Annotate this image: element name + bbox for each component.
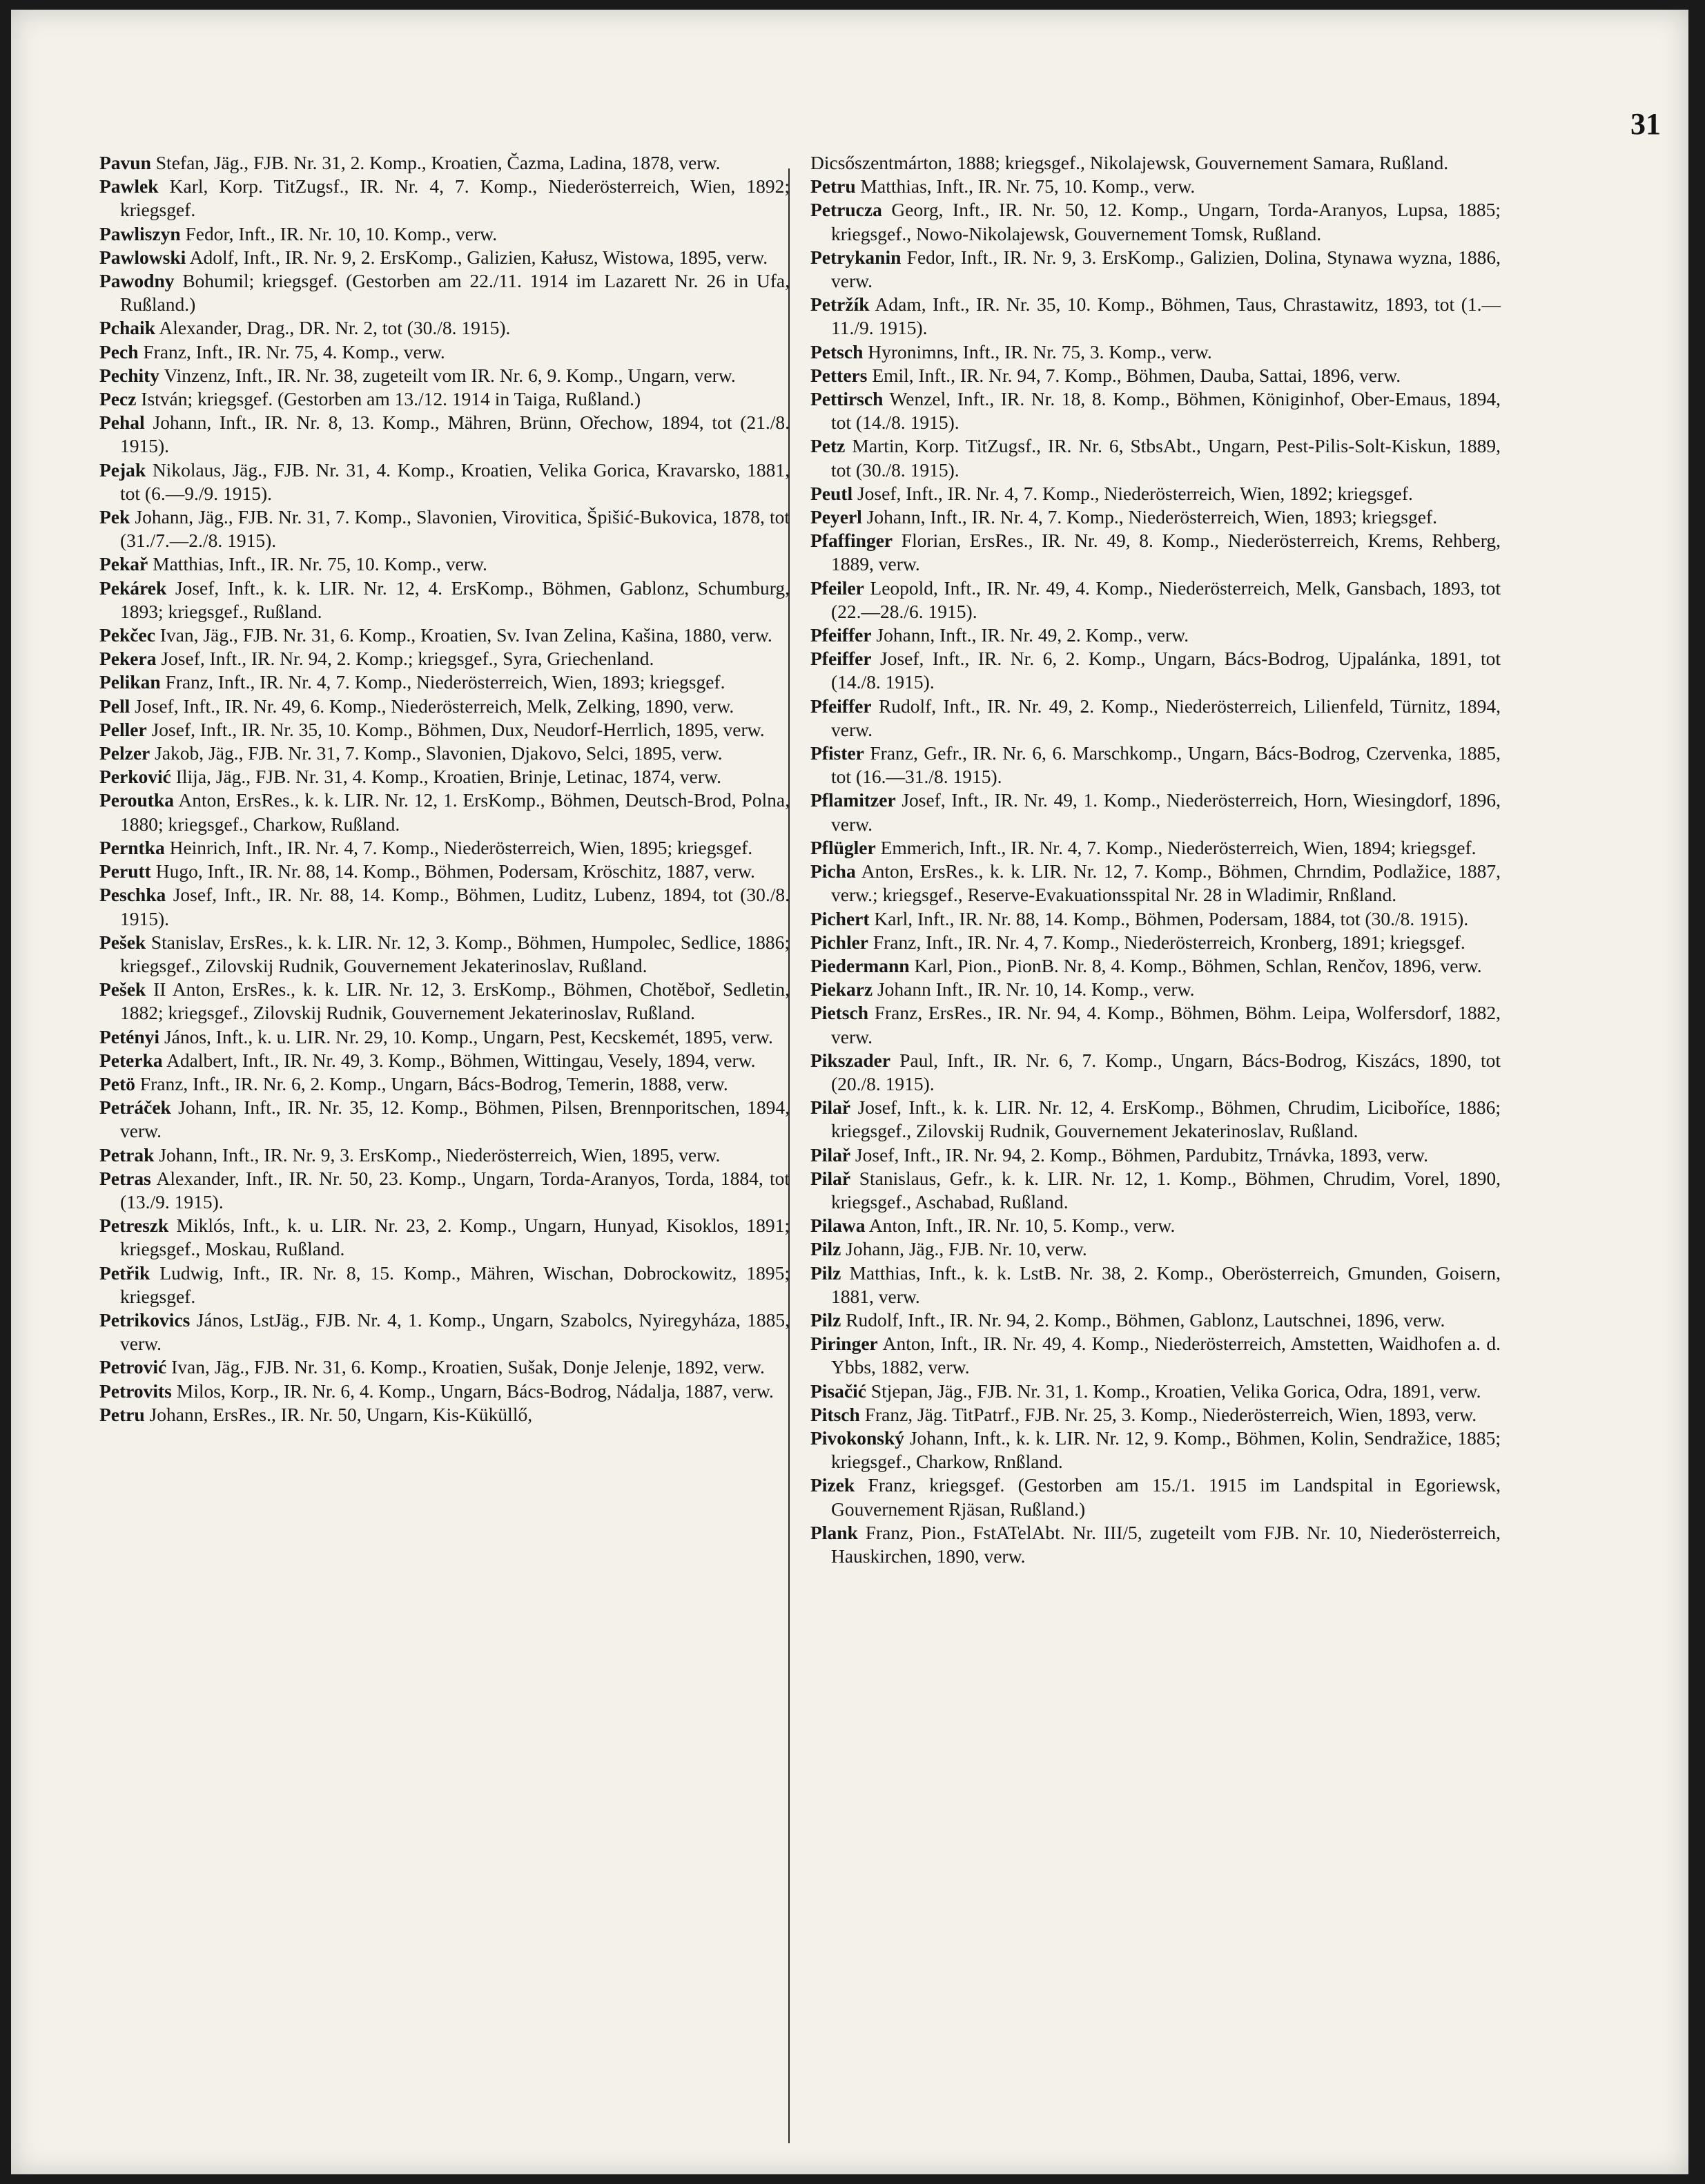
entry-surname: Petrikovics xyxy=(99,1308,191,1331)
casualty-entry xyxy=(810,1262,1501,1308)
entry-surname: Pawodny xyxy=(99,270,175,292)
entry-surname: Pelzer xyxy=(99,742,150,764)
casualty-entry xyxy=(810,1473,1501,1520)
entry-surname: Pfeiffer xyxy=(810,648,872,670)
entry-details: Ludwig, Inft., IR. Nr. 8, 15. Komp., Mähren, Wischan, Dobrockowitz, 1895; kriegsgef. xyxy=(120,1262,790,1307)
casualty-entry xyxy=(99,931,790,978)
entry-details: Josef, Inft., k. k. LIR. Nr. 12, 4. ErsKomp., Böhmen, Chrudim, Liciboříce, 1886; kriegsgef., Zilovskij Rudnik, Gouvernement Jekaterinoslav, Rußland. xyxy=(831,1096,1501,1142)
casualty-entry xyxy=(810,1427,1501,1473)
entry-surname: Pejak xyxy=(99,458,146,481)
casualty-entry xyxy=(810,529,1501,576)
entry-surname: Pichert xyxy=(810,907,870,929)
entry-details: Karl, Pion., PionB. Nr. 8, 4. Komp., Böhmen, Schlan, Renčov, 1896, verw. xyxy=(909,954,1482,976)
casualty-entry xyxy=(99,647,790,670)
entry-details: Franz, Inft., IR. Nr. 4, 7. Komp., Niederösterreich, Kronberg, 1891; kriegsgef. xyxy=(868,931,1465,953)
casualty-entry xyxy=(99,718,790,742)
casualty-entry xyxy=(99,1308,790,1355)
entry-surname: Pech xyxy=(99,340,139,363)
entry-details: Georg, Inft., IR. Nr. 50, 12. Komp., Ungarn, Torda-Aranyos, Lupsa, 1885; kriegsgef., Nowo-Nikolajewsk, Gouvernement Tomsk, Rußland. xyxy=(831,199,1501,244)
entry-details: Fedor, Inft., IR. Nr. 10, 10. Komp., verw. xyxy=(180,222,498,244)
entry-details: Alexander, Inft., IR. Nr. 50, 23. Komp., Ungarn, Torda-Aranyos, Torda, 1884, tot (13./9. 1915). xyxy=(120,1167,790,1212)
entry-surname: Peyerl xyxy=(810,506,862,528)
scanned-page xyxy=(11,10,1688,2174)
entry-details: Leopold, Inft., IR. Nr. 49, 4. Komp., Niederösterreich, Melk, Gansbach, 1893, tot (22.—28./6. 1915). xyxy=(831,577,1501,622)
entry-surname: Pilař xyxy=(810,1096,851,1119)
entry-surname: Pilař xyxy=(810,1167,851,1189)
casualty-entry xyxy=(810,695,1501,742)
entry-surname: Pekař xyxy=(99,553,148,575)
entry-surname: Pawlek xyxy=(99,175,159,197)
entry-surname: Petrak xyxy=(99,1143,155,1166)
entry-details: Franz, Inft., IR. Nr. 75, 4. Komp., verw. xyxy=(138,340,445,363)
entry-details: Stanislav, ErsRes., k. k. LIR. Nr. 12, 3. Komp., Böhmen, Humpolec, Sedlice, 1886; kriegsgef., Zilovskij Rudnik, Gouvernement Jekaterinoslav, Rußland. xyxy=(120,931,790,976)
casualty-entry xyxy=(810,293,1501,340)
entry-details: Josef, Inft., k. k. LIR. Nr. 12, 4. ErsKomp., Böhmen, Gablonz, Schumburg, 1893; kriegsgef., Rußland. xyxy=(120,577,790,622)
entry-surname: Pekera xyxy=(99,648,157,670)
entry-surname: Petsch xyxy=(810,340,864,363)
left-column xyxy=(99,151,790,1427)
entry-details: Josef, Inft., IR. Nr. 4, 7. Komp., Niederösterreich, Wien, 1892; kriegsgef. xyxy=(852,482,1413,504)
entry-surname: Peterka xyxy=(99,1049,163,1071)
entry-surname: Petényi xyxy=(99,1025,160,1047)
casualty-entry xyxy=(99,387,790,411)
entry-surname: Pechity xyxy=(99,364,160,386)
entry-surname: Petru xyxy=(99,1403,145,1425)
entry-details: Franz, ErsRes., IR. Nr. 94, 4. Komp., Böhmen, Böhm. Leipa, Wolfersdorf, 1882, verw. xyxy=(831,1002,1501,1047)
entry-surname: Pfaffinger xyxy=(810,530,893,552)
entry-surname: Petters xyxy=(810,364,868,386)
entry-details: Josef, Inft., IR. Nr. 49, 1. Komp., Niederösterreich, Horn, Wiesingdorf, 1896, verw. xyxy=(831,789,1501,835)
entry-details: Karl, Korp. TitZugsf., IR. Nr. 4, 7. Komp., Niederösterreich, Wien, 1892; kriegsgef. xyxy=(120,175,790,221)
casualty-entry xyxy=(810,1308,1501,1332)
casualty-entry xyxy=(810,482,1501,505)
casualty-entry xyxy=(810,978,1501,1001)
casualty-entry xyxy=(99,765,790,789)
entry-details: János, Inft., k. u. LIR. Nr. 29, 10. Komp., Ungarn, Pest, Kecskemét, 1895, verw. xyxy=(159,1025,773,1047)
casualty-entry xyxy=(99,1143,790,1167)
casualty-entry xyxy=(810,1143,1501,1167)
casualty-entry xyxy=(99,1025,790,1049)
casualty-entry xyxy=(810,1403,1501,1427)
entry-surname: Picha xyxy=(810,860,856,882)
entry-details: Hugo, Inft., IR. Nr. 88, 14. Komp., Böhmen, Podersam, Kröschitz, 1887, verw. xyxy=(150,860,755,882)
entry-details: Josef, Inft., IR. Nr. 35, 10. Komp., Böhmen, Dux, Neudorf-Herrlich, 1895, verw. xyxy=(146,718,765,740)
entry-details: Stefan, Jäg., FJB. Nr. 31, 2. Komp., Kroatien, Čazma, Ladina, 1878, verw. xyxy=(150,152,721,173)
entry-details: Ilija, Jäg., FJB. Nr. 31, 4. Komp., Kroatien, Brinje, Letinac, 1874, verw. xyxy=(170,766,721,788)
entry-details: Johann, Inft., IR. Nr. 35, 12. Komp., Böhmen, Pilsen, Brennporitschen, 1894, verw. xyxy=(120,1096,790,1142)
casualty-entry xyxy=(99,1262,790,1308)
entry-surname: Pek xyxy=(99,506,130,528)
entry-surname: Petru xyxy=(810,175,856,197)
entry-surname: Petržík xyxy=(810,293,870,316)
casualty-entry xyxy=(99,458,790,505)
entry-details: Florian, ErsRes., IR. Nr. 49, 8. Komp., Niederösterreich, Krems, Rehberg, 1889, verw. xyxy=(831,530,1501,575)
entry-details: Martin, Korp. TitZugsf., IR. Nr. 6, StbsAbt., Ungarn, Pest-Pilis-Solt-Kiskun, 1889, tot (30./8. 1915). xyxy=(831,435,1501,481)
casualty-entry xyxy=(99,836,790,860)
entry-surname: Perković xyxy=(99,766,171,788)
entry-surname: Pfister xyxy=(810,742,864,764)
entry-details: Franz, kriegsgef. (Gestorben am 15./1. 1915 im Landspital in Egoriewsk, Gouvernement Rjäsan, Rußland.) xyxy=(831,1474,1501,1520)
entry-details: Emmerich, Inft., IR. Nr. 4, 7. Komp., Niederösterreich, Wien, 1894; kriegsgef. xyxy=(875,836,1477,858)
entry-surname: Pawliszyn xyxy=(99,222,181,244)
entry-surname: Pfeiffer xyxy=(810,624,872,646)
entry-details: Franz, Inft., IR. Nr. 6, 2. Komp., Ungarn, Bács-Bodrog, Temerin, 1888, verw. xyxy=(135,1072,728,1094)
casualty-entry xyxy=(99,1167,790,1214)
entry-details: Jakob, Jäg., FJB. Nr. 31, 7. Komp., Slavonien, Djakovo, Selci, 1895, verw. xyxy=(150,742,723,764)
entry-details: Matthias, Inft., IR. Nr. 75, 10. Komp., verw. xyxy=(148,553,487,575)
entry-surname: Pell xyxy=(99,695,130,717)
entry-details: Matthias, Inft., IR. Nr. 75, 10. Komp., verw. xyxy=(855,175,1196,197)
casualty-entry xyxy=(99,1049,790,1072)
entry-surname: Piringer xyxy=(810,1333,878,1355)
casualty-entry xyxy=(99,364,790,387)
entry-surname: Pilař xyxy=(810,1143,851,1166)
entry-details: Anton, ErsRes., k. k. LIR. Nr. 12, 1. ErsKomp., Böhmen, Deutsch-Brod, Polna, 1880; kriegsgef., Charkow, Rußland. xyxy=(120,789,790,835)
casualty-entry xyxy=(810,151,1501,175)
entry-surname: Pikszader xyxy=(810,1049,891,1071)
entry-surname: Pekárek xyxy=(99,577,167,599)
entry-details: Johann, ErsRes., IR. Nr. 50, Ungarn, Kis-Küküllő, xyxy=(144,1403,533,1425)
entry-details: Matthias, Inft., k. k. LstB. Nr. 38, 2. Komp., Oberösterreich, Gmunden, Goisern, 1881, verw. xyxy=(831,1262,1501,1307)
casualty-entry xyxy=(99,789,790,835)
casualty-entry xyxy=(99,978,790,1025)
entry-details: Adalbert, Inft., IR. Nr. 49, 3. Komp., Böhmen, Wittingau, Vesely, 1894, verw. xyxy=(162,1049,756,1071)
entry-surname: Pilz xyxy=(810,1308,841,1331)
casualty-entry xyxy=(99,1214,790,1261)
casualty-entry xyxy=(99,1072,790,1096)
entry-details: Franz, Pion., FstATelAbt. Nr. III/5, zugeteilt vom FJB. Nr. 10, Niederösterreich, Hauskirchen, 1890, verw. xyxy=(831,1521,1501,1567)
entry-details: Paul, Inft., IR. Nr. 6, 7. Komp., Ungarn, Bács-Bodrog, Kiszács, 1890, tot (20./8. 1915). xyxy=(831,1049,1501,1094)
casualty-entry xyxy=(99,670,790,694)
entry-details: Adam, Inft., IR. Nr. 35, 10. Komp., Böhmen, Taus, Chrastawitz, 1893, tot (1.—11./9. 1915). xyxy=(831,293,1501,339)
casualty-entry xyxy=(99,340,790,364)
casualty-entry xyxy=(810,907,1501,931)
casualty-entry xyxy=(810,860,1501,907)
casualty-entry xyxy=(99,1355,790,1379)
casualty-entry xyxy=(810,1049,1501,1096)
casualty-entry xyxy=(99,577,790,624)
casualty-entry xyxy=(810,931,1501,954)
entry-details: Johann, Inft., IR. Nr. 49, 2. Komp., verw. xyxy=(871,624,1189,646)
right-column xyxy=(810,151,1501,1568)
entry-surname: Pekčec xyxy=(99,624,155,646)
casualty-entry xyxy=(99,624,790,647)
entry-details: Josef, Inft., IR. Nr. 49, 6. Komp., Niederösterreich, Melk, Zelking, 1890, verw. xyxy=(130,695,734,717)
entry-surname: Pawlowski xyxy=(99,246,186,268)
entry-surname: Pilz xyxy=(810,1238,841,1260)
entry-surname: Pfeiler xyxy=(810,577,864,599)
entry-surname: Pisačić xyxy=(810,1380,866,1402)
entry-surname: Petráček xyxy=(99,1096,171,1119)
entry-surname: Pchaik xyxy=(99,317,155,339)
entry-surname: Petz xyxy=(810,435,846,457)
casualty-entry xyxy=(810,647,1501,694)
entry-surname: Perutt xyxy=(99,860,151,882)
entry-details: Heinrich, Inft., IR. Nr. 4, 7. Komp., Niederösterreich, Wien, 1895; kriegsgef. xyxy=(164,836,753,858)
entry-surname: Piedermann xyxy=(810,954,910,976)
entry-details: János, LstJäg., FJB. Nr. 4, 1. Komp., Ungarn, Szabolcs, Nyiregyháza, 1885, verw. xyxy=(120,1308,790,1355)
entry-surname: Pelikan xyxy=(99,671,161,693)
casualty-entry xyxy=(99,175,790,222)
entry-details: Josef, Inft., IR. Nr. 94, 2. Komp., Böhmen, Pardubitz, Trnávka, 1893, verw. xyxy=(850,1143,1428,1166)
casualty-entry xyxy=(99,860,790,883)
casualty-entry xyxy=(810,742,1501,789)
entry-surname: Pichler xyxy=(810,931,868,953)
entry-details: Johann, Inft., IR. Nr. 8, 13. Komp., Mähren, Brünn, Ořechow, 1894, tot (21./8. 1915). xyxy=(120,412,790,457)
casualty-entry xyxy=(810,434,1501,481)
entry-details: Vinzenz, Inft., IR. Nr. 38, zugeteilt vom IR. Nr. 6, 9. Komp., Ungarn, verw. xyxy=(159,364,736,386)
entry-surname: Peller xyxy=(99,718,147,740)
casualty-entry xyxy=(810,1001,1501,1048)
entry-details: Johann, Jäg., FJB. Nr. 10, verw. xyxy=(841,1238,1087,1260)
entry-surname: Petreszk xyxy=(99,1215,169,1237)
entry-surname: Pitsch xyxy=(810,1403,860,1425)
entry-details: Nikolaus, Jäg., FJB. Nr. 31, 4. Komp., Kroatien, Velika Gorica, Kravarsko, 1881, tot (6.—9./9. 1915). xyxy=(120,458,790,504)
casualty-entry xyxy=(99,1380,790,1403)
entry-surname: Petö xyxy=(99,1072,135,1094)
casualty-entry xyxy=(99,552,790,576)
casualty-entry xyxy=(810,246,1501,293)
entry-surname: Petrucza xyxy=(810,199,882,221)
entry-details: Johann, Inft., k. k. LIR. Nr. 12, 9. Komp., Böhmen, Kolin, Sendražice, 1885; kriegsgef., Charkow, Rnßland. xyxy=(831,1427,1501,1473)
entry-details: Josef, Inft., IR. Nr. 94, 2. Komp.; kriegsgef., Syra, Griechenland. xyxy=(156,648,654,670)
page-number: 31 xyxy=(1630,107,1661,141)
casualty-entry xyxy=(99,222,790,246)
entry-details: Franz, Gefr., IR. Nr. 6, 6. Marschkomp., Ungarn, Bács-Bodrog, Czervenka, 1885, tot (16.—31./8. 1915). xyxy=(831,742,1501,788)
entry-surname: Petrovits xyxy=(99,1380,172,1402)
entry-details: Fedor, Inft., IR. Nr. 9, 3. ErsKomp., Galizien, Dolina, Stynawa wyzna, 1886, verw. xyxy=(831,246,1501,292)
entry-details: Stanislaus, Gefr., k. k. LIR. Nr. 12, 1. Komp., Böhmen, Chrudim, Vorel, 1890, kriegsgef., Aschabad, Rußland. xyxy=(831,1167,1501,1212)
casualty-entry xyxy=(99,742,790,765)
entry-surname: Pavun xyxy=(99,152,151,173)
entry-details: Josef, Inft., IR. Nr. 6, 2. Komp., Ungarn, Bács-Bodrog, Ujpalánka, 1891, tot (14./8. 1915). xyxy=(831,648,1501,693)
casualty-entry xyxy=(99,246,790,269)
casualty-entry xyxy=(99,151,790,175)
entry-surname: Petřik xyxy=(99,1262,150,1284)
entry-surname: Pizek xyxy=(810,1474,855,1496)
casualty-entry xyxy=(810,577,1501,624)
entry-surname: Pilz xyxy=(810,1262,841,1284)
entry-details: Emil, Inft., IR. Nr. 94, 7. Komp., Böhmen, Dauba, Sattai, 1896, verw. xyxy=(867,364,1401,386)
entry-details: Bohumil; kriegsgef. (Gestorben am 22./11. 1914 im Lazarett Nr. 26 in Ufa, Rußland.) xyxy=(120,270,790,316)
entry-details: Rudolf, Inft., IR. Nr. 49, 2. Komp., Niederösterreich, Lilienfeld, Türnitz, 1894, verw. xyxy=(831,695,1501,740)
entry-surname: Pešek xyxy=(99,978,146,1001)
casualty-entry xyxy=(99,269,790,316)
casualty-entry xyxy=(810,175,1501,198)
entry-details: Wenzel, Inft., IR. Nr. 18, 8. Komp., Böhmen, Königinhof, Ober-Emaus, 1894, tot (14./8. 1915). xyxy=(831,388,1501,434)
casualty-entry xyxy=(99,883,790,930)
casualty-entry xyxy=(810,387,1501,434)
casualty-entry xyxy=(810,1332,1501,1379)
entry-surname: Peroutka xyxy=(99,789,174,811)
casualty-entry xyxy=(810,836,1501,860)
casualty-entry xyxy=(810,954,1501,978)
casualty-entry xyxy=(810,789,1501,835)
entry-details: Karl, Inft., IR. Nr. 88, 14. Komp., Böhmen, Podersam, 1884, tot (30./8. 1915). xyxy=(869,907,1469,929)
entry-details: Anton, Inft., IR. Nr. 49, 4. Komp., Niederösterreich, Amstetten, Waidhofen a. d. Ybbs, 1882, verw. xyxy=(831,1333,1501,1378)
entry-surname: Petrykanin xyxy=(810,246,902,268)
entry-details: Anton, Inft., IR. Nr. 10, 5. Komp., verw. xyxy=(865,1215,1176,1237)
entry-surname: Peutl xyxy=(810,482,853,504)
entry-details: Adolf, Inft., IR. Nr. 9, 2. ErsKomp., Galizien, Kałusz, Wistowa, 1895, verw. xyxy=(186,246,768,268)
entry-surname: Pfeiffer xyxy=(810,695,872,717)
casualty-entry xyxy=(810,1521,1501,1568)
entry-details: Johann, Inft., IR. Nr. 4, 7. Komp., Niederösterreich, Wien, 1893; kriegsgef. xyxy=(861,506,1437,528)
casualty-entry xyxy=(810,198,1501,245)
casualty-entry xyxy=(99,411,790,458)
casualty-entry xyxy=(810,364,1501,387)
entry-details: Dicsőszentmárton, 1888; kriegsgef., Nikolajewsk, Gouvernement Samara, Rußland. xyxy=(810,152,1449,173)
casualty-entry xyxy=(810,1214,1501,1237)
entry-surname: Pivokonský xyxy=(810,1427,905,1449)
entry-details: II Anton, ErsRes., k. k. LIR. Nr. 12, 3. ErsKomp., Böhmen, Chotěboř, Sedletin, 1882; kriegsgef., Zilovskij Rudnik, Gouvernement Jekaterinoslav, Rußland. xyxy=(120,978,790,1024)
casualty-entry xyxy=(810,1237,1501,1261)
casualty-entry xyxy=(99,1403,790,1427)
entry-details: Johann Inft., IR. Nr. 10, 14. Komp., verw. xyxy=(873,978,1195,1001)
casualty-entry xyxy=(810,505,1501,529)
entry-details: Hyronimns, Inft., IR. Nr. 75, 3. Komp., verw. xyxy=(863,340,1212,363)
entry-surname: Pflügler xyxy=(810,836,876,858)
entry-details: Ivan, Jäg., FJB. Nr. 31, 6. Komp., Kroatien, Sušak, Donje Jelenje, 1892, verw. xyxy=(166,1356,765,1378)
entry-surname: Peschka xyxy=(99,884,166,906)
entry-details: Rudolf, Inft., IR. Nr. 94, 2. Komp., Böhmen, Gablonz, Lautschnei, 1896, verw. xyxy=(841,1308,1445,1331)
entry-details: Miklós, Inft., k. u. LIR. Nr. 23, 2. Komp., Ungarn, Hunyad, Kisoklos, 1891; kriegsgef., Moskau, Rußland. xyxy=(120,1215,790,1260)
entry-surname: Pietsch xyxy=(810,1002,869,1024)
entry-details: Anton, ErsRes., k. k. LIR. Nr. 12, 7. Komp., Böhmen, Chrndim, Podlažice, 1887, verw.; kriegsgef., Reserve-Evakuationsspital Nr. 28 in Wladimir, Rnßland. xyxy=(831,860,1501,906)
entry-surname: Pettirsch xyxy=(810,388,884,410)
casualty-entry xyxy=(810,1380,1501,1403)
entry-details: Alexander, Drag., DR. Nr. 2, tot (30./8. 1915). xyxy=(155,317,511,339)
entry-details: Franz, Jäg. TitPatrf., FJB. Nr. 25, 3. Komp., Niederösterreich, Wien, 1893, verw. xyxy=(859,1403,1477,1425)
entry-details: Johann, Inft., IR. Nr. 9, 3. ErsKomp., Niederösterreich, Wien, 1895, verw. xyxy=(154,1143,721,1166)
casualty-entry xyxy=(99,1096,790,1143)
entry-details: Ivan, Jäg., FJB. Nr. 31, 6. Komp., Kroatien, Sv. Ivan Zelina, Kašina, 1880, verw. xyxy=(155,624,772,646)
casualty-entry xyxy=(810,1167,1501,1214)
entry-surname: Pehal xyxy=(99,412,145,434)
casualty-entry xyxy=(99,505,790,552)
entry-surname: Pešek xyxy=(99,931,146,953)
entry-surname: Petras xyxy=(99,1167,151,1189)
casualty-entry xyxy=(810,1096,1501,1143)
entry-details: Franz, Inft., IR. Nr. 4, 7. Komp., Niederösterreich, Wien, 1893; kriegsgef. xyxy=(160,671,725,693)
casualty-entry xyxy=(99,316,790,340)
entry-surname: Piekarz xyxy=(810,978,873,1001)
casualty-entry xyxy=(99,695,790,718)
entry-details: Milos, Korp., IR. Nr. 6, 4. Komp., Ungarn, Bács-Bodrog, Nádalja, 1887, verw. xyxy=(171,1380,774,1402)
entry-surname: Pecz xyxy=(99,388,137,410)
entry-surname: Plank xyxy=(810,1521,858,1543)
entry-details: Stjepan, Jäg., FJB. Nr. 31, 1. Komp., Kroatien, Velika Gorica, Odra, 1891, verw. xyxy=(866,1380,1481,1402)
casualty-entry xyxy=(810,624,1501,647)
entry-details: István; kriegsgef. (Gestorben am 13./12. 1914 in Taiga, Rußland.) xyxy=(136,388,641,410)
entry-surname: Perntka xyxy=(99,836,165,858)
entry-surname: Pilawa xyxy=(810,1215,866,1237)
casualty-entry xyxy=(810,340,1501,364)
entry-details: Josef, Inft., IR. Nr. 88, 14. Komp., Böhmen, Luditz, Lubenz, 1894, tot (30./8. 1915). xyxy=(120,884,790,929)
entry-details: Johann, Jäg., FJB. Nr. 31, 7. Komp., Slavonien, Virovitica, Špišić-Bukovica, 1878, tot (31./7.—2./8. 1915). xyxy=(120,506,790,552)
entry-surname: Petrović xyxy=(99,1356,167,1378)
entry-surname: Pflamitzer xyxy=(810,789,896,811)
